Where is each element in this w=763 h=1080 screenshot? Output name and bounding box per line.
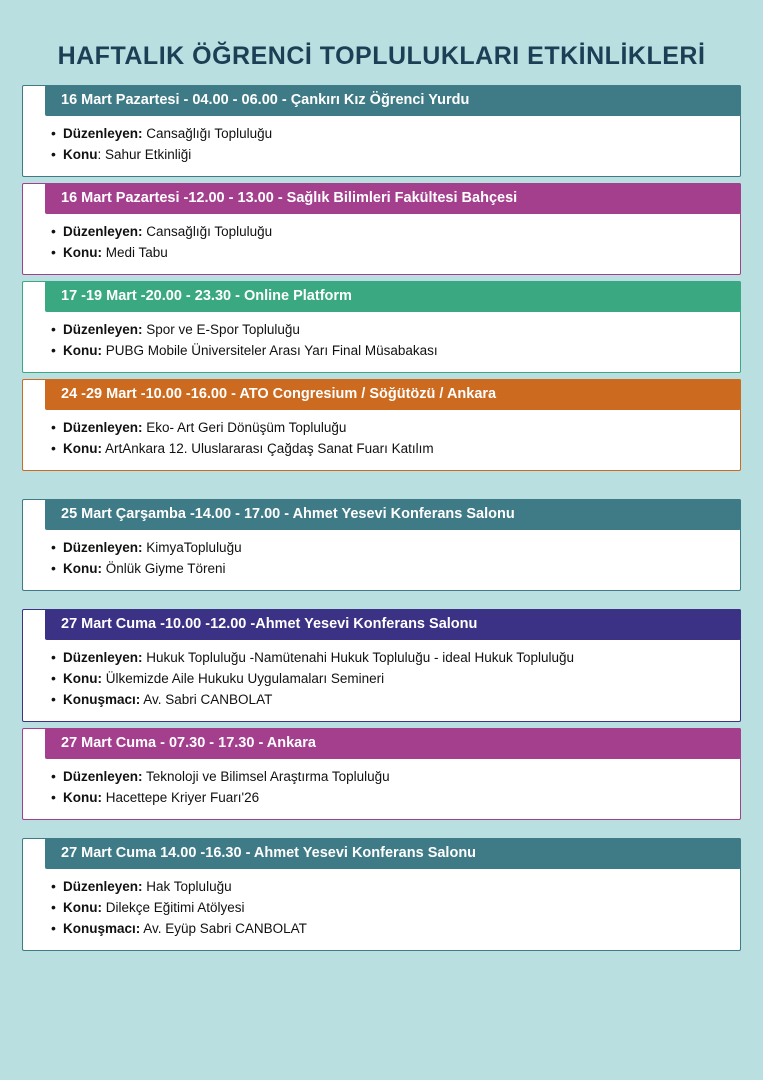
detail-value: Teknoloji ve Bilimsel Araştırma Topluluğu	[142, 768, 390, 784]
event-detail-line	[53, 788, 726, 807]
detail-value: KimyaTopluluğu	[142, 539, 242, 555]
event-detail-line	[53, 243, 726, 262]
event-card	[22, 379, 741, 471]
events-list	[22, 85, 741, 951]
detail-label: Konu:	[63, 789, 102, 805]
event-details	[23, 410, 740, 470]
event-detail-line	[53, 222, 726, 241]
detail-label: Konu	[63, 146, 98, 162]
event-detail-line	[53, 559, 726, 578]
event-detail-line	[53, 690, 726, 709]
event-header: 16 Mart Pazartesi -12.00 - 13.00 - Sağlık Bilimleri Fakültesi Bahçesi	[45, 183, 741, 214]
event-header: 27 Mart Cuma -10.00 -12.00 -Ahmet Yesevi Konferans Salonu	[45, 609, 741, 640]
detail-value: Cansağlığı Topluluğu	[142, 223, 273, 239]
event-header: 16 Mart Pazartesi - 04.00 - 06.00 - Çankırı Kız Öğrenci Yurdu	[45, 85, 741, 116]
event-card	[22, 609, 741, 722]
event-detail-line	[53, 124, 726, 143]
event-details	[23, 869, 740, 950]
event-detail-line	[53, 439, 726, 458]
detail-label: Düzenleyen:	[63, 419, 143, 435]
detail-value: Hak Topluluğu	[142, 878, 232, 894]
section-spacer	[22, 826, 741, 838]
detail-value: Av. Sabri CANBOLAT	[140, 691, 273, 707]
detail-label: Düzenleyen:	[63, 321, 143, 337]
detail-label: Düzenleyen:	[63, 768, 143, 784]
detail-label: Konu:	[63, 670, 102, 686]
event-header: 24 -29 Mart -10.00 -16.00 - ATO Congresium / Söğütözü / Ankara	[45, 379, 741, 410]
event-header: 27 Mart Cuma 14.00 -16.30 - Ahmet Yesevi Konferans Salonu	[45, 838, 741, 869]
event-card	[22, 838, 741, 951]
event-header: 25 Mart Çarşamba -14.00 - 17.00 - Ahmet Yesevi Konferans Salonu	[45, 499, 741, 530]
section-spacer	[22, 597, 741, 609]
detail-value: Spor ve E-Spor Topluluğu	[142, 321, 300, 337]
event-header: 17 -19 Mart -20.00 - 23.30 - Online Platform	[45, 281, 741, 312]
event-detail-line	[53, 648, 726, 667]
detail-label: Konuşmacı:	[63, 921, 141, 937]
event-details	[23, 312, 740, 372]
detail-value: Hacettepe Kriyer Fuarı'26	[101, 789, 260, 805]
detail-value: Dilekçe Eğitimi Atölyesi	[101, 899, 245, 915]
detail-label: Konu:	[63, 342, 102, 358]
detail-label: Konu:	[63, 899, 102, 915]
detail-value: : Sahur Etkinliği	[97, 146, 192, 162]
event-details	[23, 530, 740, 590]
event-card	[22, 728, 741, 820]
event-detail-line	[53, 877, 726, 896]
detail-label: Konu:	[63, 560, 102, 576]
detail-label: Düzenleyen:	[63, 539, 143, 555]
event-detail-line	[53, 919, 726, 938]
detail-value: Eko- Art Geri Dönüşüm Topluluğu	[142, 419, 347, 435]
event-detail-line	[53, 669, 726, 688]
detail-value: Cansağlığı Topluluğu	[142, 125, 273, 141]
detail-label: Düzenleyen:	[63, 649, 143, 665]
detail-value: ArtAnkara 12. Uluslararası Çağdaş Sanat Fuarı Katılım	[101, 440, 434, 456]
detail-value: PUBG Mobile Üniversiteler Arası Yarı Final Müsabakası	[101, 342, 438, 358]
event-detail-line	[53, 767, 726, 786]
event-card	[22, 183, 741, 275]
detail-value: Av. Eyüp Sabri CANBOLAT	[140, 921, 307, 937]
detail-value: Önlük Giyme Töreni	[101, 560, 226, 576]
event-detail-line	[53, 538, 726, 557]
event-card	[22, 281, 741, 373]
detail-value: Ülkemizde Aile Hukuku Uygulamaları Semineri	[101, 670, 385, 686]
section-spacer	[22, 477, 741, 499]
event-detail-line	[53, 145, 726, 164]
event-header: 27 Mart Cuma - 07.30 - 17.30 - Ankara	[45, 728, 741, 759]
event-detail-line	[53, 898, 726, 917]
detail-value: Medi Tabu	[101, 244, 168, 260]
page-title: HAFTALIK ÖĞRENCİ TOPLULUKLARI ETKİNLİKLERİ	[57, 42, 706, 70]
event-detail-line	[53, 341, 726, 360]
event-details	[23, 116, 740, 176]
detail-label: Düzenleyen:	[63, 223, 143, 239]
event-card	[22, 499, 741, 591]
detail-label: Konu:	[63, 244, 102, 260]
detail-label: Konuşmacı:	[63, 691, 141, 707]
event-details	[23, 640, 740, 721]
detail-label: Konu:	[63, 440, 102, 456]
event-detail-line	[53, 418, 726, 437]
event-detail-line	[53, 320, 726, 339]
detail-value: Hukuk Topluluğu -Namütenahi Hukuk Topluluğu - ideal Hukuk Topluluğu	[142, 649, 575, 665]
event-card	[22, 85, 741, 177]
event-details	[23, 759, 740, 819]
detail-label: Düzenleyen:	[63, 878, 143, 894]
detail-label: Düzenleyen:	[63, 125, 143, 141]
event-details	[23, 214, 740, 274]
